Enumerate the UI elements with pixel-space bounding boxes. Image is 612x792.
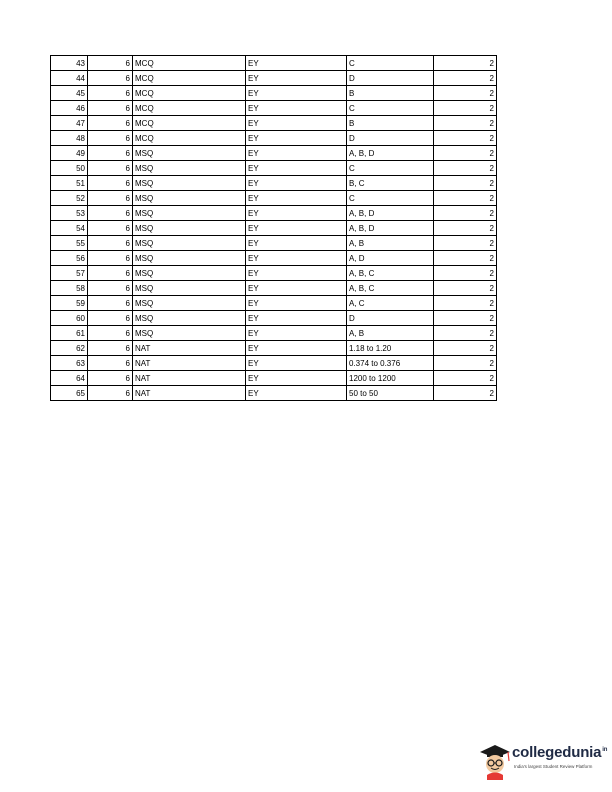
question-number: 61 — [51, 326, 88, 341]
marks-cell: 2 — [434, 176, 497, 191]
question-type: MSQ — [133, 296, 246, 311]
session-code: EY — [246, 326, 347, 341]
session-code: EY — [246, 86, 347, 101]
session-code: EY — [246, 371, 347, 386]
section-cell: 6 — [88, 356, 133, 371]
section-cell: 6 — [88, 71, 133, 86]
marks-cell: 2 — [434, 386, 497, 401]
question-number: 48 — [51, 131, 88, 146]
session-code: EY — [246, 191, 347, 206]
marks-cell: 2 — [434, 101, 497, 116]
answer-key: 1.18 to 1.20 — [347, 341, 434, 356]
question-type: MSQ — [133, 146, 246, 161]
question-type: MSQ — [133, 161, 246, 176]
table-row — [51, 371, 497, 386]
table-row — [51, 101, 497, 116]
table-row — [51, 116, 497, 131]
table-row — [51, 206, 497, 221]
answer-key: 0.374 to 0.376 — [347, 356, 434, 371]
section-cell: 6 — [88, 191, 133, 206]
answer-key: C — [347, 191, 434, 206]
table-row — [51, 191, 497, 206]
table-row — [51, 251, 497, 266]
section-cell: 6 — [88, 176, 133, 191]
question-number: 58 — [51, 281, 88, 296]
question-type: MCQ — [133, 131, 246, 146]
answer-key: A, B, D — [347, 221, 434, 236]
answer-key: A, B, D — [347, 146, 434, 161]
answer-key: A, B, D — [347, 206, 434, 221]
question-number: 50 — [51, 161, 88, 176]
marks-cell: 2 — [434, 296, 497, 311]
question-number: 60 — [51, 311, 88, 326]
answer-key: C — [347, 101, 434, 116]
question-number: 45 — [51, 86, 88, 101]
table-row — [51, 236, 497, 251]
session-code: EY — [246, 386, 347, 401]
session-code: EY — [246, 296, 347, 311]
section-cell: 6 — [88, 311, 133, 326]
table-row — [51, 311, 497, 326]
question-number: 49 — [51, 146, 88, 161]
marks-cell: 2 — [434, 161, 497, 176]
section-cell: 6 — [88, 131, 133, 146]
answer-key: C — [347, 56, 434, 71]
answer-key: D — [347, 311, 434, 326]
question-number: 56 — [51, 251, 88, 266]
question-type: MSQ — [133, 311, 246, 326]
question-number: 51 — [51, 176, 88, 191]
question-number: 52 — [51, 191, 88, 206]
collegedunia-logo — [478, 742, 608, 782]
answer-key: 1200 to 1200 — [347, 371, 434, 386]
section-cell: 6 — [88, 56, 133, 71]
answer-key-rows — [51, 56, 497, 401]
table-row — [51, 146, 497, 161]
answer-key: A, B — [347, 326, 434, 341]
question-number: 46 — [51, 101, 88, 116]
question-number: 54 — [51, 221, 88, 236]
question-type: MSQ — [133, 221, 246, 236]
session-code: EY — [246, 311, 347, 326]
marks-cell: 2 — [434, 206, 497, 221]
question-number: 64 — [51, 371, 88, 386]
marks-cell: 2 — [434, 131, 497, 146]
marks-cell: 2 — [434, 191, 497, 206]
session-code: EY — [246, 266, 347, 281]
question-number: 44 — [51, 71, 88, 86]
answer-key: B — [347, 116, 434, 131]
marks-cell: 2 — [434, 116, 497, 131]
question-number: 55 — [51, 236, 88, 251]
marks-cell: 2 — [434, 56, 497, 71]
session-code: EY — [246, 131, 347, 146]
question-type: MCQ — [133, 116, 246, 131]
question-type: NAT — [133, 371, 246, 386]
session-code: EY — [246, 251, 347, 266]
marks-cell: 2 — [434, 341, 497, 356]
question-type: MCQ — [133, 86, 246, 101]
session-code: EY — [246, 341, 347, 356]
table-row — [51, 56, 497, 71]
section-cell: 6 — [88, 161, 133, 176]
marks-cell: 2 — [434, 281, 497, 296]
table-row — [51, 281, 497, 296]
question-type: MSQ — [133, 251, 246, 266]
table-row — [51, 161, 497, 176]
section-cell: 6 — [88, 101, 133, 116]
session-code: EY — [246, 56, 347, 71]
session-code: EY — [246, 146, 347, 161]
session-code: EY — [246, 116, 347, 131]
marks-cell: 2 — [434, 251, 497, 266]
question-number: 62 — [51, 341, 88, 356]
table-row — [51, 131, 497, 146]
marks-cell: 2 — [434, 146, 497, 161]
section-cell: 6 — [88, 341, 133, 356]
marks-cell: 2 — [434, 356, 497, 371]
session-code: EY — [246, 236, 347, 251]
question-type: NAT — [133, 386, 246, 401]
question-number: 43 — [51, 56, 88, 71]
table-row — [51, 176, 497, 191]
question-type: MSQ — [133, 326, 246, 341]
question-number: 65 — [51, 386, 88, 401]
answer-key-table — [50, 55, 497, 401]
question-type: MCQ — [133, 56, 246, 71]
question-type: MSQ — [133, 191, 246, 206]
marks-cell: 2 — [434, 311, 497, 326]
question-type: NAT — [133, 356, 246, 371]
answer-key: A, C — [347, 296, 434, 311]
section-cell: 6 — [88, 266, 133, 281]
section-cell: 6 — [88, 371, 133, 386]
question-type: MCQ — [133, 71, 246, 86]
section-cell: 6 — [88, 236, 133, 251]
question-type: MSQ — [133, 236, 246, 251]
table-row — [51, 326, 497, 341]
question-type: MSQ — [133, 176, 246, 191]
question-type: MSQ — [133, 266, 246, 281]
question-type: MSQ — [133, 206, 246, 221]
answer-key: D — [347, 131, 434, 146]
session-code: EY — [246, 161, 347, 176]
question-number: 53 — [51, 206, 88, 221]
session-code: EY — [246, 71, 347, 86]
question-type: MCQ — [133, 101, 246, 116]
section-cell: 6 — [88, 86, 133, 101]
section-cell: 6 — [88, 206, 133, 221]
marks-cell: 2 — [434, 266, 497, 281]
section-cell: 6 — [88, 116, 133, 131]
section-cell: 6 — [88, 296, 133, 311]
section-cell: 6 — [88, 386, 133, 401]
marks-cell: 2 — [434, 86, 497, 101]
marks-cell: 2 — [434, 371, 497, 386]
logo-brand-name: collegedunia$^{in}$ — [512, 744, 608, 761]
table-row — [51, 221, 497, 236]
logo-tagline: India's largest Student Review Platform — [514, 764, 593, 769]
marks-cell: 2 — [434, 221, 497, 236]
question-number: 63 — [51, 356, 88, 371]
answer-key: B — [347, 86, 434, 101]
table-row — [51, 341, 497, 356]
table-row — [51, 86, 497, 101]
graduate-mascot-icon — [478, 742, 512, 780]
marks-cell: 2 — [434, 71, 497, 86]
section-cell: 6 — [88, 326, 133, 341]
section-cell: 6 — [88, 146, 133, 161]
section-cell: 6 — [88, 281, 133, 296]
section-cell: 6 — [88, 251, 133, 266]
answer-key: 50 to 50 — [347, 386, 434, 401]
table-row — [51, 71, 497, 86]
table-row — [51, 356, 497, 371]
table-row — [51, 266, 497, 281]
answer-key: A, B, C — [347, 266, 434, 281]
session-code: EY — [246, 176, 347, 191]
marks-cell: 2 — [434, 236, 497, 251]
marks-cell: 2 — [434, 326, 497, 341]
question-type: NAT — [133, 341, 246, 356]
question-number: 57 — [51, 266, 88, 281]
answer-key: A, B — [347, 236, 434, 251]
answer-key: A, D — [347, 251, 434, 266]
table-row — [51, 386, 497, 401]
answer-key: C — [347, 161, 434, 176]
session-code: EY — [246, 281, 347, 296]
answer-key: D — [347, 71, 434, 86]
answer-key: A, B, C — [347, 281, 434, 296]
question-type: MSQ — [133, 281, 246, 296]
session-code: EY — [246, 101, 347, 116]
section-cell: 6 — [88, 221, 133, 236]
question-number: 59 — [51, 296, 88, 311]
session-code: EY — [246, 356, 347, 371]
session-code: EY — [246, 221, 347, 236]
table-row — [51, 296, 497, 311]
session-code: EY — [246, 206, 347, 221]
answer-key: B, C — [347, 176, 434, 191]
question-number: 47 — [51, 116, 88, 131]
